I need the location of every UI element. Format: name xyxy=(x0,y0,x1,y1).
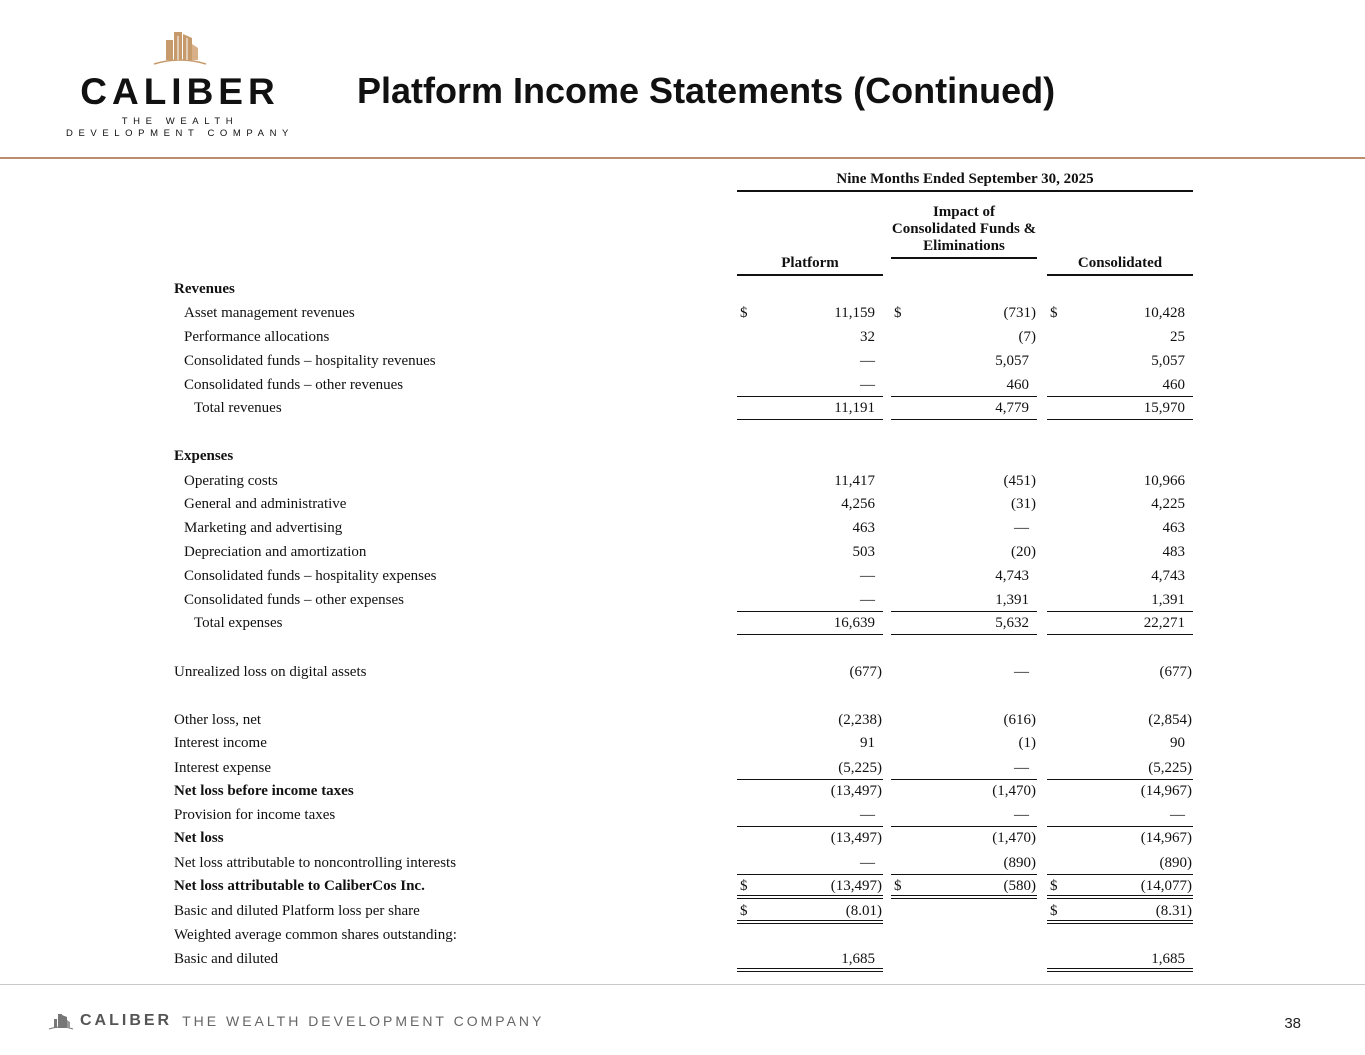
table-row xyxy=(0,541,1365,565)
cell-impact: $ (731) xyxy=(894,305,1036,321)
cell-impact: 1,391 xyxy=(995,592,1029,608)
table-row xyxy=(0,900,1365,924)
cell-consolidated: — xyxy=(1170,807,1185,823)
table-row xyxy=(0,732,1365,756)
cell-platform: 32 xyxy=(860,329,875,345)
cell-platform: 91 xyxy=(860,735,875,751)
table-row xyxy=(0,517,1365,541)
cell-impact: — xyxy=(1014,760,1029,776)
cell-platform: (5,225) xyxy=(838,760,882,776)
cell-platform: 11,191 xyxy=(737,396,883,420)
cell-consolidated: $ (8.31) xyxy=(1047,900,1193,924)
cell-consolidated: 15,970 xyxy=(1047,396,1193,420)
row-label: Net loss xyxy=(174,830,224,846)
cell-impact: (1) xyxy=(1018,735,1036,751)
table-row xyxy=(0,779,1365,803)
table-row xyxy=(0,565,1365,589)
cell-impact: $ (580) xyxy=(891,874,1037,899)
row-label: Provision for income taxes xyxy=(174,807,336,823)
row-label: Net loss attributable to noncontrolling interests xyxy=(174,855,457,871)
cell-consolidated: (2,854) xyxy=(1148,712,1192,728)
cell-impact: (7) xyxy=(1018,329,1036,345)
cell-impact: 5,632 xyxy=(891,611,1037,635)
cell-platform: 1,685 xyxy=(737,948,883,972)
cell-impact: — xyxy=(1014,807,1029,823)
cell-consolidated: (5,225) xyxy=(1148,760,1192,776)
cell-consolidated: 1,391 xyxy=(1151,592,1185,608)
cell-impact: 460 xyxy=(1006,377,1029,393)
cell-consolidated: 4,225 xyxy=(1151,496,1185,512)
cell-impact: 4,779 xyxy=(891,396,1037,420)
cell-impact: — xyxy=(1014,520,1029,536)
building-logo-icon xyxy=(148,26,212,66)
cell-consolidated: (677) xyxy=(1159,664,1192,680)
cell-consolidated: (14,967) xyxy=(1047,779,1193,802)
cell-consolidated: 5,057 xyxy=(1151,353,1185,369)
table-row xyxy=(0,326,1365,350)
cell-platform: (677) xyxy=(849,664,882,680)
table-row xyxy=(0,709,1365,733)
section-heading-revenues: Revenues xyxy=(174,281,235,297)
cell-consolidated: (14,967) xyxy=(1047,826,1193,849)
cell-platform: — xyxy=(860,592,875,608)
building-logo-icon xyxy=(48,1012,74,1030)
cell-platform: (13,497) xyxy=(737,779,883,802)
cell-platform: (2,238) xyxy=(838,712,882,728)
table-row xyxy=(0,948,1365,972)
cell-consolidated: $ (14,077) xyxy=(1047,874,1193,899)
column-header-impact: Impact of Consolidated Funds & Eliminations xyxy=(891,204,1037,259)
row-label: Consolidated funds – other expenses xyxy=(184,592,404,608)
row-label: Performance allocations xyxy=(184,329,330,345)
cell-consolidated: 463 xyxy=(1162,520,1185,536)
cell-impact: (1,470) xyxy=(891,826,1037,849)
table-row xyxy=(0,661,1365,685)
table-row xyxy=(0,493,1365,517)
header-divider xyxy=(0,157,1365,159)
column-header-platform: Platform xyxy=(737,255,883,276)
cell-consolidated: 483 xyxy=(1162,544,1185,560)
cell-impact: 5,057 xyxy=(995,353,1029,369)
row-label: Weighted average common shares outstanding: xyxy=(174,927,457,943)
footer-divider xyxy=(0,984,1365,985)
cell-impact: (31) xyxy=(1011,496,1036,512)
cell-impact: (451) xyxy=(1003,473,1036,489)
section-heading-expenses: Expenses xyxy=(174,448,234,464)
table-row xyxy=(0,302,1365,326)
row-label: Total expenses xyxy=(194,615,283,631)
period-header: Nine Months Ended September 30, 2025 xyxy=(737,171,1193,192)
cell-platform: — xyxy=(860,855,875,871)
row-label: Interest income xyxy=(174,735,267,751)
cell-platform: — xyxy=(860,377,875,393)
row-label: Basic and diluted Platform loss per share xyxy=(174,903,420,919)
row-label: Consolidated funds – hospitality revenues xyxy=(184,353,436,369)
table-row xyxy=(0,852,1365,876)
row-label: Asset management revenues xyxy=(184,305,355,321)
cell-platform: $ (8.01) xyxy=(737,900,883,924)
table-row xyxy=(0,611,1365,635)
footer-brand-block xyxy=(48,1012,544,1030)
table-row xyxy=(0,396,1365,420)
cell-platform: 4,256 xyxy=(841,496,875,512)
cell-platform: (13,497) xyxy=(737,826,883,849)
cell-platform: $ (13,497) xyxy=(737,874,883,899)
cell-impact: (616) xyxy=(1003,712,1036,728)
cell-impact: — xyxy=(1014,664,1029,680)
logo-wordmark: CALIBER xyxy=(80,71,280,112)
table-row xyxy=(0,445,1365,469)
cell-platform: — xyxy=(860,568,875,584)
table-row xyxy=(0,826,1365,850)
cell-consolidated: 10,966 xyxy=(1143,473,1185,489)
cell-consolidated: 1,685 xyxy=(1047,948,1193,972)
table-row xyxy=(0,924,1365,948)
cell-impact: 4,743 xyxy=(995,568,1029,584)
cell-platform: 463 xyxy=(852,520,875,536)
logo-tagline: THE WEALTH DEVELOPMENT COMPANY xyxy=(66,116,294,139)
row-label: Consolidated funds – other revenues xyxy=(184,377,404,393)
cell-impact: (20) xyxy=(1011,544,1036,560)
row-label: Basic and diluted xyxy=(174,951,279,967)
cell-consolidated: (890) xyxy=(1159,855,1192,871)
cell-platform: 503 xyxy=(852,544,875,560)
page-title: Platform Income Statements (Continued) xyxy=(357,70,1056,111)
table-row xyxy=(0,804,1365,828)
cell-platform: 11,417 xyxy=(834,473,875,489)
cell-consolidated: 4,743 xyxy=(1151,568,1185,584)
row-label: Marketing and advertising xyxy=(184,520,343,536)
cell-impact: (1,470) xyxy=(891,779,1037,802)
cell-platform: $ 11,159 xyxy=(740,305,875,321)
table-row xyxy=(0,757,1365,781)
cell-consolidated: 90 xyxy=(1170,735,1185,751)
page-number: 38 xyxy=(1284,1015,1301,1032)
table-row xyxy=(0,350,1365,374)
row-label: Unrealized loss on digital assets xyxy=(174,664,367,680)
column-header-consolidated: Consolidated xyxy=(1047,255,1193,276)
table-row xyxy=(0,874,1365,898)
row-label: General and administrative xyxy=(184,496,347,512)
cell-consolidated: 460 xyxy=(1162,377,1185,393)
row-label: Operating costs xyxy=(184,473,278,489)
cell-platform: — xyxy=(860,807,875,823)
cell-consolidated: $ 10,428 xyxy=(1050,305,1185,321)
cell-platform: — xyxy=(860,353,875,369)
table-row xyxy=(0,470,1365,494)
row-label: Interest expense xyxy=(174,760,272,776)
footer-brand-name: CALIBER xyxy=(80,1012,173,1029)
row-label: Consolidated funds – hospitality expenses xyxy=(184,568,437,584)
cell-impact: (890) xyxy=(1003,855,1036,871)
cell-platform: 16,639 xyxy=(737,611,883,635)
row-label: Other loss, net xyxy=(174,712,262,728)
cell-consolidated: 22,271 xyxy=(1047,611,1193,635)
row-label: Net loss attributable to CaliberCos Inc. xyxy=(174,878,425,894)
caliber-logo xyxy=(50,26,310,140)
footer-tagline: THE WEALTH DEVELOPMENT COMPANY xyxy=(182,1013,545,1029)
row-label: Net loss before income taxes xyxy=(174,783,354,799)
row-label: Depreciation and amortization xyxy=(184,544,367,560)
row-label: Total revenues xyxy=(194,400,282,416)
table-row xyxy=(0,278,1365,302)
table-row xyxy=(0,374,1365,398)
cell-consolidated: 25 xyxy=(1170,329,1185,345)
table-row xyxy=(0,589,1365,613)
